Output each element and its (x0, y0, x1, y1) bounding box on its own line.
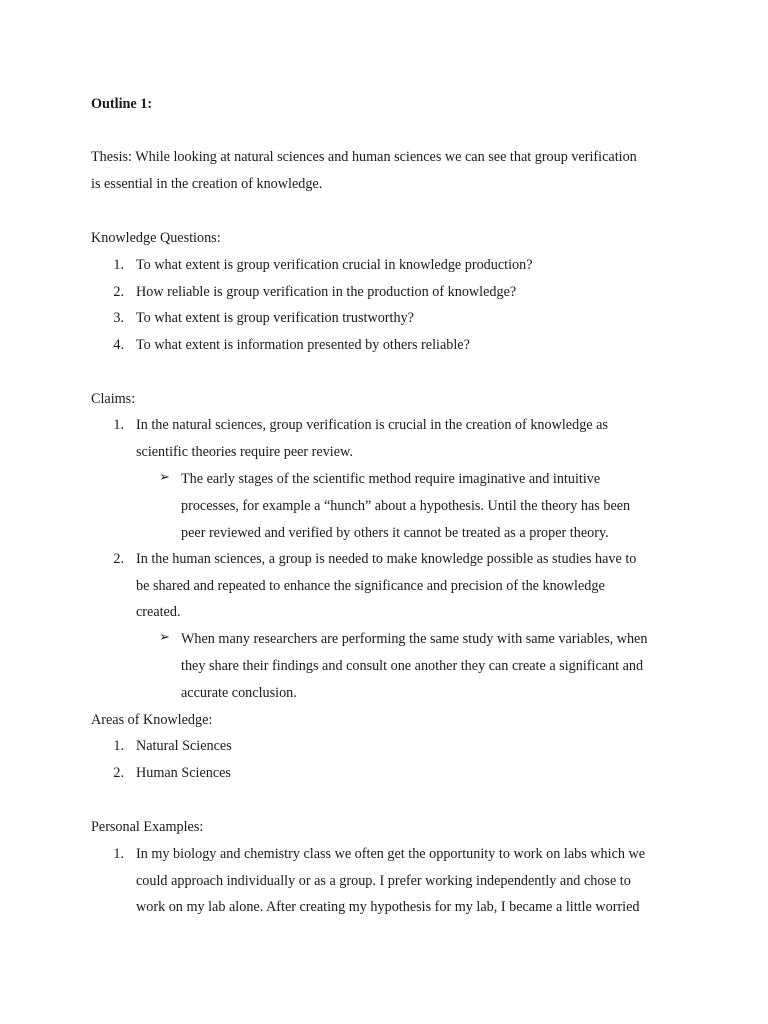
example-1-line-3: work on my lab alone. After creating my hypothesis for my lab, I became a little worried (136, 899, 640, 915)
list-item: To what extent is information presented by others reliable? (136, 337, 470, 353)
claim-1-line-1: In the natural sciences, group verification is crucial in the creation of knowledge as (136, 417, 608, 433)
thesis-line-2: is essential in the creation of knowledge. (91, 176, 323, 192)
list-number: 3. (113, 310, 124, 326)
list-number: 2. (113, 551, 124, 567)
areas-of-knowledge-heading: Areas of Knowledge: (91, 712, 213, 728)
claim-2-line-3: created. (136, 604, 181, 620)
list-number: 1. (113, 257, 124, 273)
list-number: 1. (113, 417, 124, 433)
example-1-line-2: could approach individually or as a group. I prefer working independently and chose to (136, 873, 631, 889)
list-item: How reliable is group verification in the production of knowledge? (136, 284, 517, 300)
arrow-bullet-icon: ➢ (159, 470, 170, 485)
list-number: 1. (113, 846, 124, 862)
claim-2-sub-line-1: When many researchers are performing the same study with same variables, when (181, 631, 648, 647)
claim-2-sub-line-2: they share their findings and consult one another they can create a significant and (181, 658, 644, 674)
claim-1-sub-line-1: The early stages of the scientific method require imaginative and intuitive (181, 471, 601, 487)
claim-1-sub-line-3: peer reviewed and verified by others it cannot be treated as a proper theory. (181, 525, 609, 541)
example-1-line-1: In my biology and chemistry class we often get the opportunity to work on labs which we (136, 846, 646, 862)
claim-2-line-1: In the human sciences, a group is needed to make knowledge possible as studies have to (136, 551, 637, 567)
thesis-line-1: Thesis: While looking at natural sciences and human sciences we can see that group verification (91, 149, 637, 165)
claim-1-sub-line-2: processes, for example a “hunch” about a hypothesis. Until the theory has been (181, 498, 631, 514)
list-number: 2. (113, 284, 124, 300)
list-number: 4. (113, 337, 124, 353)
list-number: 1. (113, 738, 124, 754)
list-number: 2. (113, 765, 124, 781)
claim-2-line-2: be shared and repeated to enhance the significance and precision of the knowledge (136, 578, 605, 594)
personal-examples-heading: Personal Examples: (91, 819, 204, 835)
claim-1-line-2: scientific theories require peer review. (136, 444, 353, 460)
list-item: To what extent is group verification crucial in knowledge production? (136, 257, 533, 273)
list-item: Human Sciences (136, 765, 231, 781)
claim-2-sub-line-3: accurate conclusion. (181, 685, 297, 701)
arrow-bullet-icon: ➢ (159, 630, 170, 645)
knowledge-questions-heading: Knowledge Questions: (91, 230, 221, 246)
list-item: To what extent is group verification trustworthy? (136, 310, 414, 326)
claims-heading: Claims: (91, 391, 136, 407)
page-title: Outline 1: (91, 96, 153, 112)
list-item: Natural Sciences (136, 738, 232, 754)
